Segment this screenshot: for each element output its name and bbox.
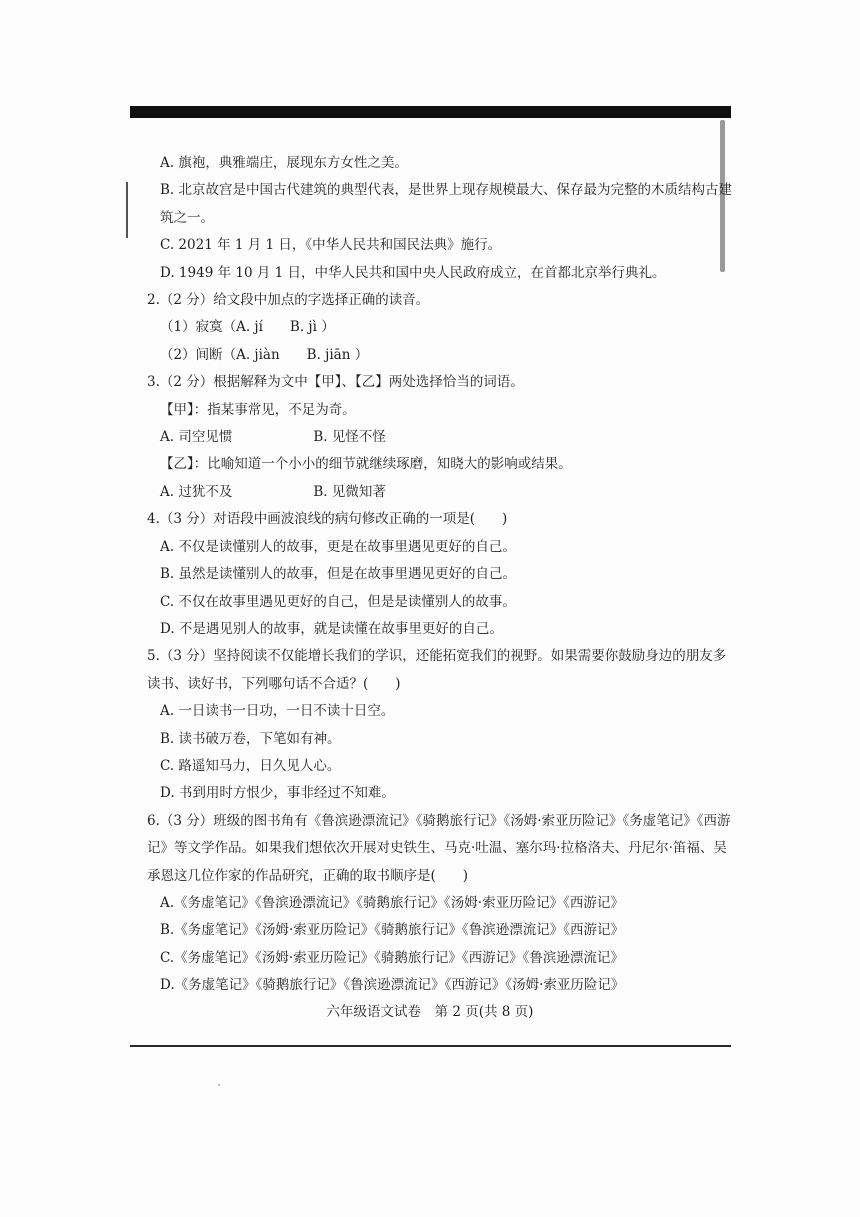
question-stem: 5.（3 分）坚持阅读不仅能增长我们的学识，还能拓宽我们的视野。如果需要你鼓励身边的朋友多读书、读好书，下列哪句话不合适？( ) <box>147 648 727 692</box>
option-line: D.《务虚笔记》《骑鹅旅行记》《鲁滨逊漂流记》《西游记》《汤姆·索亚历险记》 <box>160 977 625 994</box>
question-stem: 6.（3 分）班级的图书角有《鲁滨逊漂流记》《骑鹅旅行记》《汤姆·索亚历险记》《务虚笔记》《西游记》等文学作品。如果我们想依次开展对史铁生、马克·吐温、塞尔玛·拉格洛夫、丹尼尔·笛福、吴承恩这几位作家的作品研究，正确的取书顺序是( ) <box>147 812 731 884</box>
page-footer: 六年级语文试卷 第 2 页(共 8 页) <box>326 1004 534 1020</box>
option-line: C. 路遥知马力，日久见人心。 <box>160 757 341 774</box>
option-line: C.《务虚笔记》《汤姆·索亚历险记》《骑鹅旅行记》《西游记》《鲁滨逊漂流记》 <box>160 949 624 966</box>
question-stem: 2.（2 分）给文段中加点的字选择正确的读音。 <box>147 292 430 309</box>
question-content <box>147 150 735 1000</box>
option-line: C. 不仅在故事里遇见更好的自己，但是是读懂别人的故事。 <box>160 593 516 610</box>
option-line: A. 一日读书一日功，一日不读十日空。 <box>160 703 395 720</box>
scan-margin-mark <box>126 182 128 238</box>
option-line: A. 不仅是读懂别人的故事，更是在故事里遇见更好的自己。 <box>160 538 516 555</box>
footer-rule <box>130 1045 731 1047</box>
option-line: A. 司空见惯 B. 见怪不怪 <box>160 429 386 446</box>
question-stem: 3.（2 分）根据解释为文中【甲】、【乙】两处选择恰当的词语。 <box>147 374 524 391</box>
option-line: （1）寂寞（A. jí B. jì ） <box>160 319 335 336</box>
option-line: 【甲】：指某事常见，不足为奇。 <box>160 401 356 418</box>
option-line: B. 北京故宫是中国古代建筑的典型代表，是世界上现存规模最大、保存最为完整的木质结构古建筑之一。 <box>160 182 733 226</box>
header-bar <box>130 106 731 118</box>
option-line: A. 旗袍，典雅端庄，展现东方女性之美。 <box>160 155 408 171</box>
scan-speck <box>218 1084 220 1086</box>
option-line: B.《务虚笔记》《汤姆·索亚历险记》《骑鹅旅行记》《鲁滨逊漂流记》《西游记》 <box>160 922 625 939</box>
option-line: D. 1949 年 10 月 1 日，中华人民共和国中央人民政府成立，在首都北京举行典礼。 <box>160 264 666 281</box>
option-line: C. 2021 年 1 月 1 日，《中华人民共和国民法典》施行。 <box>160 237 502 254</box>
option-line: D. 不是遇见别人的故事，就是读懂在故事里更好的自己。 <box>160 620 503 637</box>
question-stem: 4.（3 分）对语段中画波浪线的病句修改正确的一项是( ) <box>147 511 508 528</box>
option-line: A. 过犹不及 B. 见微知著 <box>160 483 386 500</box>
option-line: B. 虽然是读懂别人的故事，但是在故事里遇见更好的自己。 <box>160 566 517 583</box>
option-line: D. 书到用时方恨少，事非经过不知难。 <box>160 785 395 802</box>
option-line: A.《务虚笔记》《鲁滨逊漂流记》《骑鹅旅行记》《汤姆·索亚历险记》《西游记》 <box>160 894 624 911</box>
option-line: （2）间断（A. jiàn B. jiān ） <box>160 346 369 363</box>
option-line: 【乙】：比喻知道一个小小的细节就继续琢磨，知晓大的影响或结果。 <box>160 456 572 473</box>
option-line: B. 读书破万卷，下笔如有神。 <box>160 730 341 747</box>
